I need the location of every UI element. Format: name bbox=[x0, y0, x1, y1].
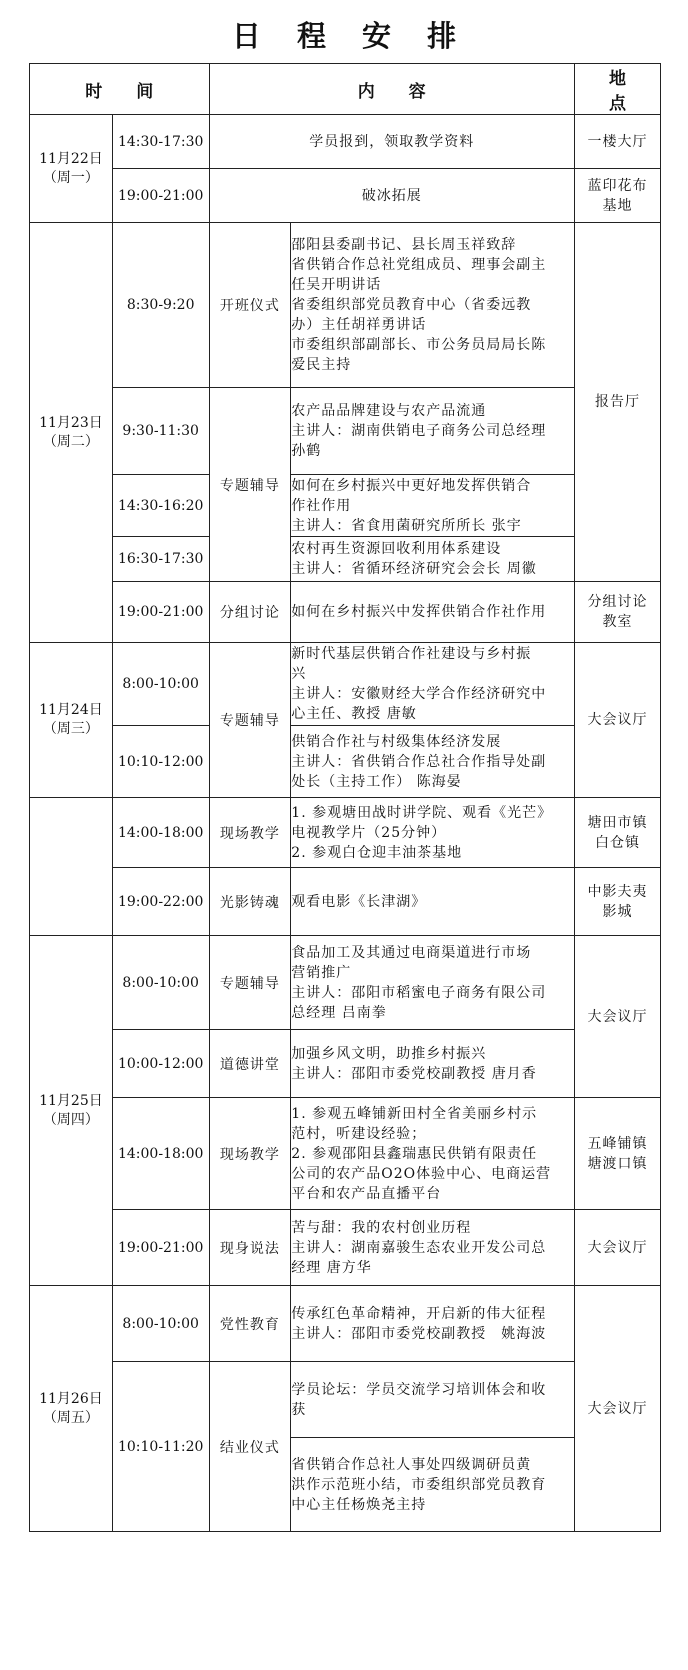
table-row bbox=[30, 223, 661, 388]
text-line: 塘田市镇 bbox=[587, 814, 648, 831]
text-line: 营销推广 bbox=[291, 964, 352, 981]
activity-cell: 专题辅导 bbox=[209, 936, 291, 1030]
table-row bbox=[30, 936, 661, 1030]
time-cell: 10:00-12:00 bbox=[112, 1030, 209, 1098]
activity-cell: 现身说法 bbox=[209, 1210, 291, 1286]
time-cell: 19:00-21:00 bbox=[112, 1210, 209, 1286]
text-line: 塘渡口镇 bbox=[587, 1155, 648, 1172]
text-line: 破冰拓展 bbox=[361, 187, 422, 204]
text-line: 心主任、教授 唐敏 bbox=[291, 706, 417, 722]
table-row bbox=[30, 1286, 661, 1362]
header-row bbox=[30, 64, 661, 115]
text-line: 省供销合作总社党组成员、理事会副主 bbox=[291, 257, 547, 273]
table-row bbox=[30, 537, 661, 582]
time-cell: 10:10-12:00 bbox=[112, 726, 209, 798]
text-line: 办）主任胡祥勇讲话 bbox=[291, 317, 427, 333]
text-line: 公司的农产品O2O体验中心、电商运营 bbox=[291, 1165, 552, 1182]
text-line: 电视教学片（25分钟） bbox=[291, 824, 447, 841]
time-cell: 8:00-10:00 bbox=[112, 936, 209, 1030]
text-line: 供销合作社与村级集体经济发展 bbox=[291, 733, 502, 750]
content-cell bbox=[291, 1098, 575, 1210]
text-line: 基地 bbox=[602, 197, 633, 214]
time-cell: 14:30-16:20 bbox=[112, 475, 209, 537]
text-line: 作社作用 bbox=[291, 497, 352, 514]
text-line: 主讲人：省供销合作总社合作指导处副 bbox=[291, 753, 547, 770]
location-cell bbox=[574, 798, 660, 868]
time-cell: 8:00-10:00 bbox=[112, 643, 209, 726]
location-cell bbox=[574, 643, 660, 798]
text-line: 中影夫夷 bbox=[587, 883, 648, 900]
content-cell bbox=[291, 582, 575, 643]
text-line: 1. 参观五峰铺新田村全省美丽乡村示 bbox=[291, 1105, 538, 1122]
text-line: 大会议厅 bbox=[587, 712, 648, 728]
content-cell bbox=[291, 388, 575, 475]
activity-cell: 现场教学 bbox=[209, 1098, 291, 1210]
time-cell: 14:30-17:30 bbox=[112, 115, 209, 169]
time-cell: 19:00-21:00 bbox=[112, 169, 209, 223]
table-row bbox=[30, 868, 661, 936]
content-cell bbox=[291, 726, 575, 798]
location-cell bbox=[574, 936, 660, 1098]
table-row bbox=[30, 169, 661, 223]
text-line: 农产品品牌建设与农产品流通 bbox=[291, 403, 487, 419]
header-location: 地 点 bbox=[574, 64, 660, 115]
content-cell bbox=[291, 936, 575, 1030]
activity-cell: 分组讨论 bbox=[209, 582, 291, 643]
page-title: 日 程 安 排 bbox=[231, 19, 470, 53]
text-line: 市委组织部副部长、市公务员局局长陈 bbox=[291, 337, 547, 353]
text-line: 任吴开明讲话 bbox=[291, 277, 382, 293]
date-cell: 11月25日 （周四） bbox=[30, 936, 113, 1286]
activity-cell: 党性教育 bbox=[209, 1286, 291, 1362]
activity-cell: 现场教学 bbox=[209, 798, 291, 868]
time-cell: 8:00-10:00 bbox=[112, 1286, 209, 1362]
text-line: 经理 唐方华 bbox=[291, 1259, 372, 1276]
text-line: 大会议厅 bbox=[587, 1400, 648, 1417]
text-line: 大会议厅 bbox=[587, 1008, 648, 1025]
text-line: 省委组织部党员教育中心（省委远教 bbox=[291, 297, 532, 313]
text-line: 大会议厅 bbox=[587, 1239, 648, 1256]
text-line: 处长（主持工作） 陈海晏 bbox=[291, 773, 462, 790]
table-row bbox=[30, 1362, 661, 1438]
table-row bbox=[30, 798, 661, 868]
content-cell bbox=[291, 643, 575, 726]
table-row bbox=[30, 1210, 661, 1286]
content-cell bbox=[291, 475, 575, 537]
date-cell: 11月26日 （周五） bbox=[30, 1286, 113, 1532]
time-cell: 19:00-21:00 bbox=[112, 582, 209, 643]
text-line: 邵阳县委副书记、县长周玉祥致辞 bbox=[291, 237, 517, 253]
text-line: 省供销合作总社人事处四级调研员黄 bbox=[291, 1456, 532, 1473]
date-cell: 11月22日 （周一） bbox=[30, 115, 113, 223]
location-cell bbox=[574, 582, 660, 643]
text-line: 主讲人：安徽财经大学合作经济研究中 bbox=[291, 686, 547, 702]
text-line: 学员报到，领取教学资料 bbox=[309, 133, 475, 150]
time-cell: 14:00-18:00 bbox=[112, 1098, 209, 1210]
text-line: 加强乡风文明，助推乡村振兴 bbox=[291, 1045, 487, 1062]
header-content: 内 容 bbox=[209, 64, 574, 115]
text-line: 2. 参观白仓迎丰油茶基地 bbox=[291, 844, 463, 861]
text-line: 观看电影《长津湖》 bbox=[291, 893, 427, 910]
location-cell bbox=[574, 223, 660, 582]
text-line: 主讲人：邵阳市委党校副教授 姚海波 bbox=[291, 1325, 547, 1342]
text-line: 孙鹤 bbox=[291, 443, 322, 459]
activity-cell: 开班仪式 bbox=[209, 223, 291, 388]
content-cell bbox=[291, 798, 575, 868]
location-cell bbox=[574, 169, 660, 223]
activity-cell: 结业仪式 bbox=[209, 1362, 291, 1532]
text-line: 传承红色革命精神，开启新的伟大征程 bbox=[291, 1305, 547, 1322]
header-time: 时 间 bbox=[30, 64, 210, 115]
text-line: 洪作示范班小结，市委组织部党员教育 bbox=[291, 1476, 547, 1493]
text-line: 白仓镇 bbox=[594, 834, 640, 851]
location-cell bbox=[574, 115, 660, 169]
table-row bbox=[30, 582, 661, 643]
content-cell bbox=[291, 1210, 575, 1286]
text-line: 主讲人：湖南嘉骏生态农业开发公司总 bbox=[291, 1239, 547, 1256]
time-cell: 19:00-22:00 bbox=[112, 868, 209, 936]
content-cell bbox=[291, 1438, 575, 1532]
text-line: 报告厅 bbox=[594, 394, 640, 410]
table-row bbox=[30, 726, 661, 798]
activity-cell: 专题辅导 bbox=[209, 643, 291, 798]
text-line: 学员论坛：学员交流学习培训体会和收 bbox=[291, 1381, 547, 1398]
content-cell bbox=[291, 223, 575, 388]
schedule-table bbox=[29, 63, 661, 1532]
location-cell bbox=[574, 1098, 660, 1210]
text-line: 主讲人：湖南供销电子商务公司总经理 bbox=[291, 423, 547, 439]
table-row bbox=[30, 475, 661, 537]
text-line: 分组讨论 bbox=[587, 594, 648, 610]
text-line: 如何在乡村振兴中发挥供销合作社作用 bbox=[291, 604, 547, 620]
content-cell bbox=[291, 1030, 575, 1098]
time-cell: 16:30-17:30 bbox=[112, 537, 209, 582]
activity-cell: 道德讲堂 bbox=[209, 1030, 291, 1098]
table-row bbox=[30, 1030, 661, 1098]
content-cell bbox=[291, 1362, 575, 1438]
text-line: 获 bbox=[291, 1401, 307, 1418]
text-line: 主讲人：邵阳市委党校副教授 唐月香 bbox=[291, 1065, 537, 1082]
text-line: 范村，听建设经验； bbox=[291, 1125, 427, 1142]
content-cell bbox=[291, 537, 575, 582]
text-line: 总经理 吕南拳 bbox=[291, 1004, 387, 1021]
text-line: 影城 bbox=[602, 903, 633, 920]
date-cell: 11月23日 （周二） bbox=[30, 223, 113, 643]
time-cell: 14:00-18:00 bbox=[112, 798, 209, 868]
text-line: 中心主任杨焕尧主持 bbox=[291, 1496, 427, 1513]
text-line: 蓝印花布 bbox=[587, 177, 648, 194]
text-line: 兴 bbox=[291, 666, 307, 682]
text-line: 农村再生资源回收利用体系建设 bbox=[291, 541, 502, 557]
location-cell bbox=[574, 868, 660, 936]
table-row bbox=[30, 1098, 661, 1210]
date-cell bbox=[30, 798, 113, 936]
text-line: 平台和农产品直播平台 bbox=[291, 1185, 442, 1202]
content-cell bbox=[209, 169, 574, 223]
content-cell bbox=[291, 1286, 575, 1362]
text-line: 主讲人：邵阳市稻蜜电子商务有限公司 bbox=[291, 984, 547, 1001]
text-line: 主讲人：省食用菌研究所所长 张宇 bbox=[291, 517, 522, 534]
table-row bbox=[30, 115, 661, 169]
date-cell: 11月24日 （周三） bbox=[30, 643, 113, 798]
location-cell bbox=[574, 1286, 660, 1532]
time-cell: 9:30-11:30 bbox=[112, 388, 209, 475]
text-line: 五峰铺镇 bbox=[587, 1135, 648, 1152]
text-line: 教室 bbox=[602, 614, 633, 630]
text-line: 爱民主持 bbox=[291, 357, 352, 373]
text-line: 1. 参观塘田战时讲学院、观看《光芒》 bbox=[291, 804, 553, 821]
table-row bbox=[30, 643, 661, 726]
activity-cell: 光影铸魂 bbox=[209, 868, 291, 936]
text-line: 主讲人：省循环经济研究会会长 周徽 bbox=[291, 561, 537, 577]
content-cell bbox=[291, 868, 575, 936]
text-line: 2. 参观邵阳县鑫瑞惠民供销有限责任 bbox=[291, 1145, 538, 1162]
text-line: 如何在乡村振兴中更好地发挥供销合 bbox=[291, 477, 532, 494]
time-cell: 8:30-9:20 bbox=[112, 223, 209, 388]
text-line: 苦与甜：我的农村创业历程 bbox=[291, 1219, 472, 1236]
location-cell bbox=[574, 1210, 660, 1286]
text-line: 一楼大厅 bbox=[587, 133, 648, 150]
table-row bbox=[30, 388, 661, 475]
text-line: 新时代基层供销合作社建设与乡村振 bbox=[291, 646, 532, 662]
activity-cell: 专题辅导 bbox=[209, 388, 291, 582]
time-cell: 10:10-11:20 bbox=[112, 1362, 209, 1532]
content-cell bbox=[209, 115, 574, 169]
text-line: 食品加工及其通过电商渠道进行市场 bbox=[291, 944, 532, 961]
